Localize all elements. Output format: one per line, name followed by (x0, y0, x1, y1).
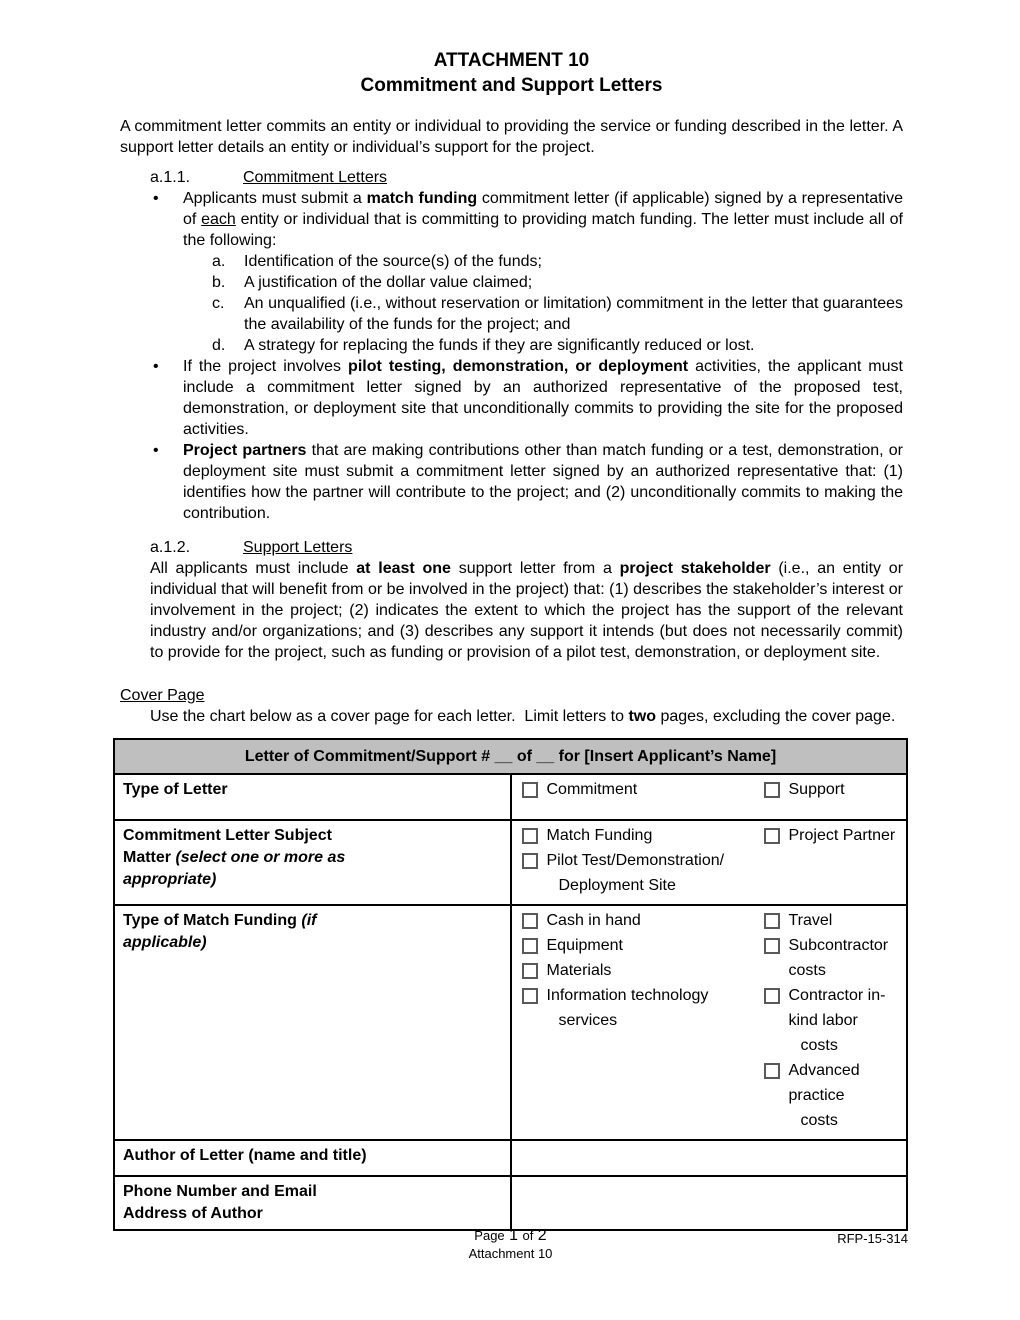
checkbox-item-cash-in-hand (522, 908, 764, 933)
bullet-glyph: • (153, 442, 159, 459)
row-match-funding-type (114, 905, 907, 1140)
attachment-name-title: Commitment and Support Letters (360, 75, 663, 96)
checkbox-item-commitment (522, 777, 764, 802)
checkbox-label: Pilot Test/Demonstration/ (546, 852, 725, 869)
page-number-line: Page 1 of 2 (474, 1227, 547, 1244)
checkbox-item-travel (764, 908, 903, 933)
materials-checkbox[interactable] (522, 963, 538, 979)
sublist-item-b (212, 272, 903, 293)
row-label-match-funding-type: Type of Match Funding (if applicable) (114, 905, 511, 1140)
bullet-text: Project partners that are making contributions other than match funding or a test, demonstration, or deployment site must submit a commitment letter signed by an authorized representative that: (1) identifies how the partner will contribute to the project; and (2) unconditionally commits to making the contribution. (183, 442, 903, 522)
checkbox-label: Travel (788, 912, 833, 929)
phone-email-input-cell[interactable] (511, 1176, 908, 1230)
checkbox-item-match-funding (522, 823, 764, 848)
checkbox-item-information-technology: Information technology services (522, 983, 764, 1033)
checkbox-label: Information technology (546, 987, 709, 1004)
footer-attachment-label: Attachment 10 (468, 1246, 553, 1261)
row-author-of-letter (114, 1140, 907, 1176)
checkbox-item-equipment (522, 933, 764, 958)
project-partner-checkbox[interactable] (764, 828, 780, 844)
cover-page-heading: Cover Page (120, 687, 205, 704)
ordered-sublist (153, 251, 903, 356)
document-content (120, 48, 903, 1231)
checkbox-label: Cash in hand (546, 912, 641, 929)
information-technology-checkbox[interactable] (522, 988, 538, 1004)
row-subject-matter (114, 820, 907, 905)
bullet-item-project-partners (153, 440, 903, 524)
table-header-row (114, 739, 907, 774)
support-checkbox[interactable] (764, 782, 780, 798)
checkbox-item-project-partner (764, 823, 903, 848)
page-title (120, 48, 903, 98)
bullet-item-pilot-testing (153, 356, 903, 440)
row-phone-email (114, 1176, 907, 1230)
section-title: Support Letters (243, 539, 353, 556)
advanced-practice-checkbox[interactable] (764, 1063, 780, 1079)
sublist-text: A justification of the dollar value claimed; (244, 274, 533, 291)
checkbox-label: Commitment (546, 781, 638, 798)
sublist-marker: d. (212, 337, 226, 354)
pilot-test-checkbox[interactable] (522, 853, 538, 869)
sublist-marker: a. (212, 253, 226, 270)
checkbox-item-subcontractor-costs (764, 933, 903, 983)
row-label-subject-matter: Commitment Letter Subject Matter (select one or more as appropriate) (114, 820, 511, 905)
section-heading-commitment-letters (150, 167, 903, 188)
cover-page-table (113, 738, 908, 1231)
row-label-author: Author of Letter (name and title) (114, 1140, 511, 1176)
checkbox-label: Materials (546, 962, 612, 979)
row-type-of-letter (114, 774, 907, 820)
bullet-item-match-funding (153, 188, 903, 251)
support-letters-paragraph: All applicants must include at least one support letter from a project stakeholder (i.e., an entity or individual that will benefit from or be involved in the project) that: (1) describes the stakeholder’s interest or involvement in the project; (2) indicates the extent to which the project has the support of the relevant industry and/or organizations; and (3) describes any support it intends (but does not necessarily commit) to provide for the project, such as funding or provision of a pilot test, demonstration, or deployment site. (150, 560, 904, 661)
checkbox-label: Project Partner (788, 827, 896, 844)
travel-checkbox[interactable] (764, 913, 780, 929)
section-number: a.1.2. (150, 539, 191, 556)
bullet-text: If the project involves pilot testing, demonstration, or deployment activities, the applicant must include a commitment letter signed by an authorized representative of the proposed test, demonstration, or deployment site that unconditionally commits to providing the site for the proposed activities. (183, 358, 903, 438)
sublist-text: A strategy for replacing the funds if they are significantly reduced or lost. (244, 337, 755, 354)
table-header: Letter of Commitment/Support # __ of __ for [Insert Applicant’s Name] (114, 739, 907, 774)
sublist-text: Identification of the source(s) of the funds; (244, 253, 542, 270)
checkbox-label: Advanced practice (788, 1062, 860, 1104)
footer-rfp-number: RFP-15-314 (837, 1231, 908, 1246)
checkbox-item-materials (522, 958, 764, 983)
sublist-text: An unqualified (i.e., without reservation or limitation) commitment in the letter that guarantees the availability of the funds for the project; and (244, 295, 903, 333)
row-label-phone-email: Phone Number and Email Address of Author (114, 1176, 511, 1230)
sublist-marker: b. (212, 274, 226, 291)
checkbox-label: Match Funding (546, 827, 653, 844)
checkbox-item-pilot-test: Pilot Test/Demonstration/ Deployment Site (522, 848, 764, 898)
bullet-text: Applicants must submit a match funding commitment letter (if applicable) signed by a representative of each entity or individual that is committing to providing match funding. The letter must include all of the following: (183, 190, 904, 249)
bullet-glyph: • (153, 358, 159, 375)
checkbox-label: Equipment (546, 937, 623, 954)
sublist-item-a (212, 251, 903, 272)
page-footer-center (113, 1227, 908, 1262)
section-number: a.1.1. (150, 169, 191, 186)
author-input-cell[interactable] (511, 1140, 908, 1176)
row-label-type-of-letter: Type of Letter (114, 774, 511, 820)
contractor-in-kind-checkbox[interactable] (764, 988, 780, 1004)
equipment-checkbox[interactable] (522, 938, 538, 954)
commitment-checkbox[interactable] (522, 782, 538, 798)
checkbox-item-contractor-in-kind: Contractor in-kind labor costs (764, 983, 903, 1058)
checkbox-label: Support (788, 781, 845, 798)
checkbox-item-support (764, 777, 903, 802)
intro-paragraph: A commitment letter commits an entity or individual to providing the service or funding described in the letter. A support letter details an entity or individual’s support for the project. (120, 118, 903, 156)
bullet-glyph: • (153, 190, 159, 207)
sublist-item-c (212, 293, 903, 335)
checkbox-label: Contractor in-kind labor (788, 987, 886, 1029)
checkbox-item-advanced-practice: Advanced practice costs (764, 1058, 903, 1133)
section-heading-support-letters (150, 537, 903, 558)
sublist-marker: c. (212, 295, 225, 312)
checkbox-label: Subcontractor costs (788, 937, 889, 979)
sublist-item-d (212, 335, 903, 356)
cash-in-hand-checkbox[interactable] (522, 913, 538, 929)
cover-page-paragraph: Use the chart below as a cover page for each letter. Limit letters to two pages, excluding the cover page. (150, 708, 896, 725)
attachment-number-title: ATTACHMENT 10 (433, 50, 590, 71)
section-title: Commitment Letters (243, 169, 388, 186)
subcontractor-costs-checkbox[interactable] (764, 938, 780, 954)
match-funding-checkbox[interactable] (522, 828, 538, 844)
